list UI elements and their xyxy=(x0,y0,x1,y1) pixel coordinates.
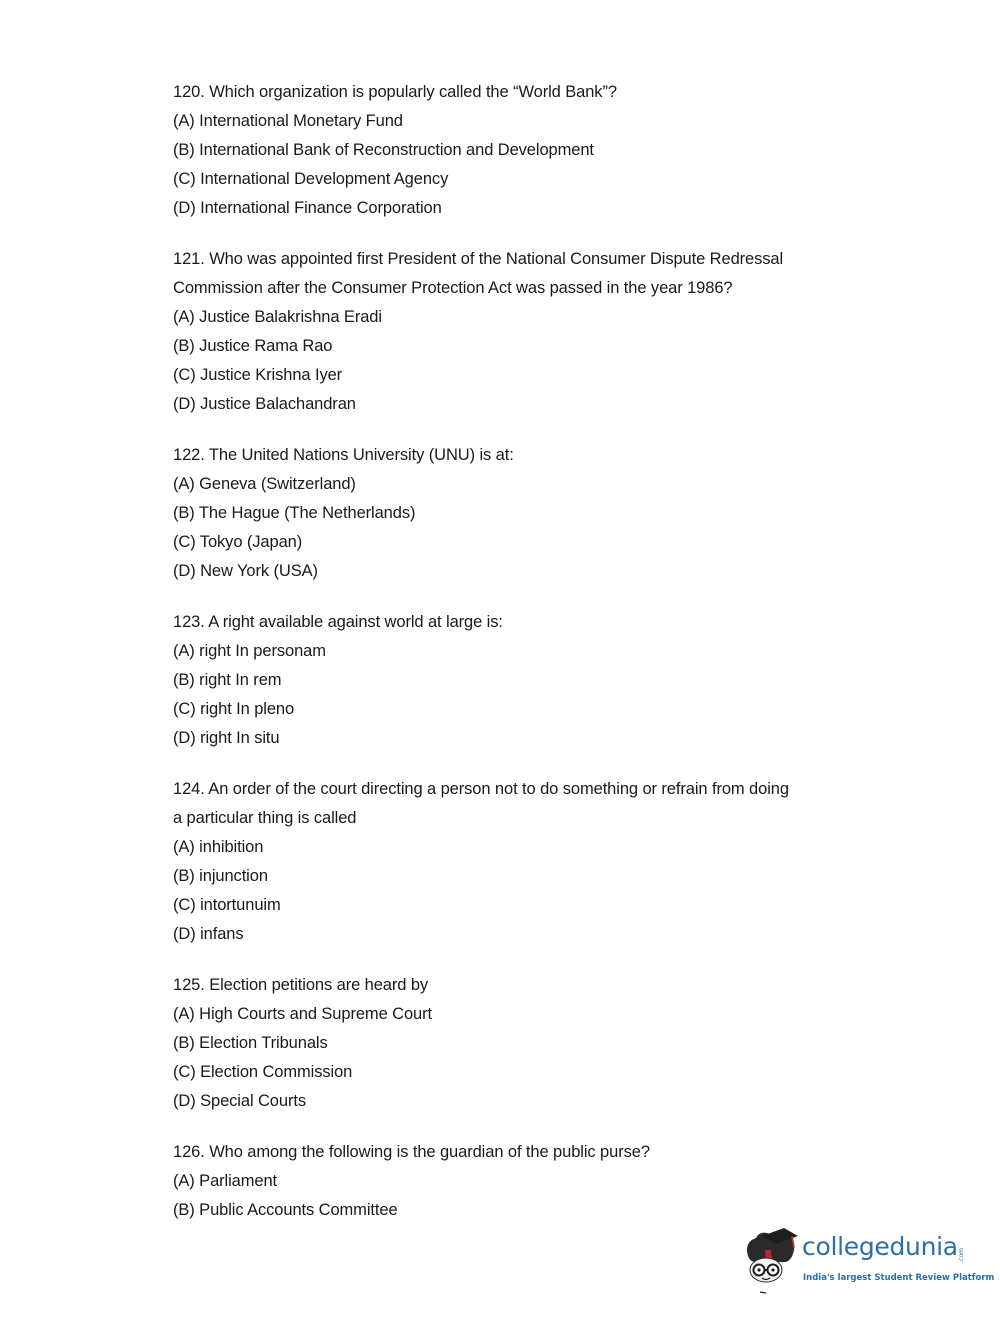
option-b: (B) The Hague (The Netherlands) xyxy=(173,504,416,522)
option-c: (C) right In pleno xyxy=(173,700,295,718)
question-list xyxy=(173,78,853,1247)
question-122 xyxy=(173,441,853,586)
option-d: (D) New York (USA) xyxy=(173,562,318,580)
option-d: (D) International Finance Corporation xyxy=(173,199,442,217)
question-text-continued: Commission after the Consumer Protection Act was passed in the year 1986? xyxy=(173,279,733,297)
question-124 xyxy=(173,775,853,949)
option-c: (C) Tokyo (Japan) xyxy=(173,533,303,551)
question-text: 120. Which organization is popularly called the “World Bank”? xyxy=(173,83,617,101)
question-123 xyxy=(173,608,853,753)
logo-tagline: India's largest Student Review Platform xyxy=(803,1273,995,1283)
option-a: (A) International Monetary Fund xyxy=(173,112,403,130)
option-c: (C) Election Commission xyxy=(173,1063,353,1081)
option-d: (D) right In situ xyxy=(173,729,280,747)
mascot-icon xyxy=(742,1226,802,1296)
option-d: (D) infans xyxy=(173,925,244,943)
option-a: (A) High Courts and Supreme Court xyxy=(173,1005,432,1023)
question-126 xyxy=(173,1138,853,1225)
option-d: (D) Special Courts xyxy=(173,1092,306,1110)
question-text: 121. Who was appointed first President of the National Consumer Dispute Redressal xyxy=(173,250,784,268)
option-b: (B) Election Tribunals xyxy=(173,1034,328,1052)
question-text: 124. An order of the court directing a person not to do something or refrain from doing xyxy=(173,780,789,798)
question-text: 125. Election petitions are heard by xyxy=(173,976,429,994)
question-text: 126. Who among the following is the guardian of the public purse? xyxy=(173,1143,650,1161)
question-text-continued: a particular thing is called xyxy=(173,809,357,827)
option-c: (C) International Development Agency xyxy=(173,170,449,188)
option-c: (C) intortunuim xyxy=(173,896,281,914)
option-a: (A) Justice Balakrishna Eradi xyxy=(173,308,382,326)
option-d: (D) Justice Balachandran xyxy=(173,395,356,413)
option-a: (A) Geneva (Switzerland) xyxy=(173,475,356,493)
question-120 xyxy=(173,78,853,223)
option-a: (A) Parliament xyxy=(173,1172,278,1190)
question-125 xyxy=(173,971,853,1116)
option-b: (B) right In rem xyxy=(173,671,282,689)
option-a: (A) right In personam xyxy=(173,642,326,660)
option-b: (B) injunction xyxy=(173,867,268,885)
option-b: (B) Public Accounts Committee xyxy=(173,1201,398,1219)
option-c: (C) Justice Krishna Iyer xyxy=(173,366,343,384)
option-a: (A) inhibition xyxy=(173,838,264,856)
logo-wordmark: collegedunia xyxy=(802,1232,958,1261)
question-121 xyxy=(173,245,853,419)
question-text: 122. The United Nations University (UNU) is at: xyxy=(173,446,514,464)
logo-suffix: .com xyxy=(958,1248,965,1263)
option-b: (B) International Bank of Reconstruction and Development xyxy=(173,141,594,159)
collegedunia-logo xyxy=(742,1226,995,1296)
question-text: 123. A right available against world at large is: xyxy=(173,613,503,631)
option-b: (B) Justice Rama Rao xyxy=(173,337,333,355)
